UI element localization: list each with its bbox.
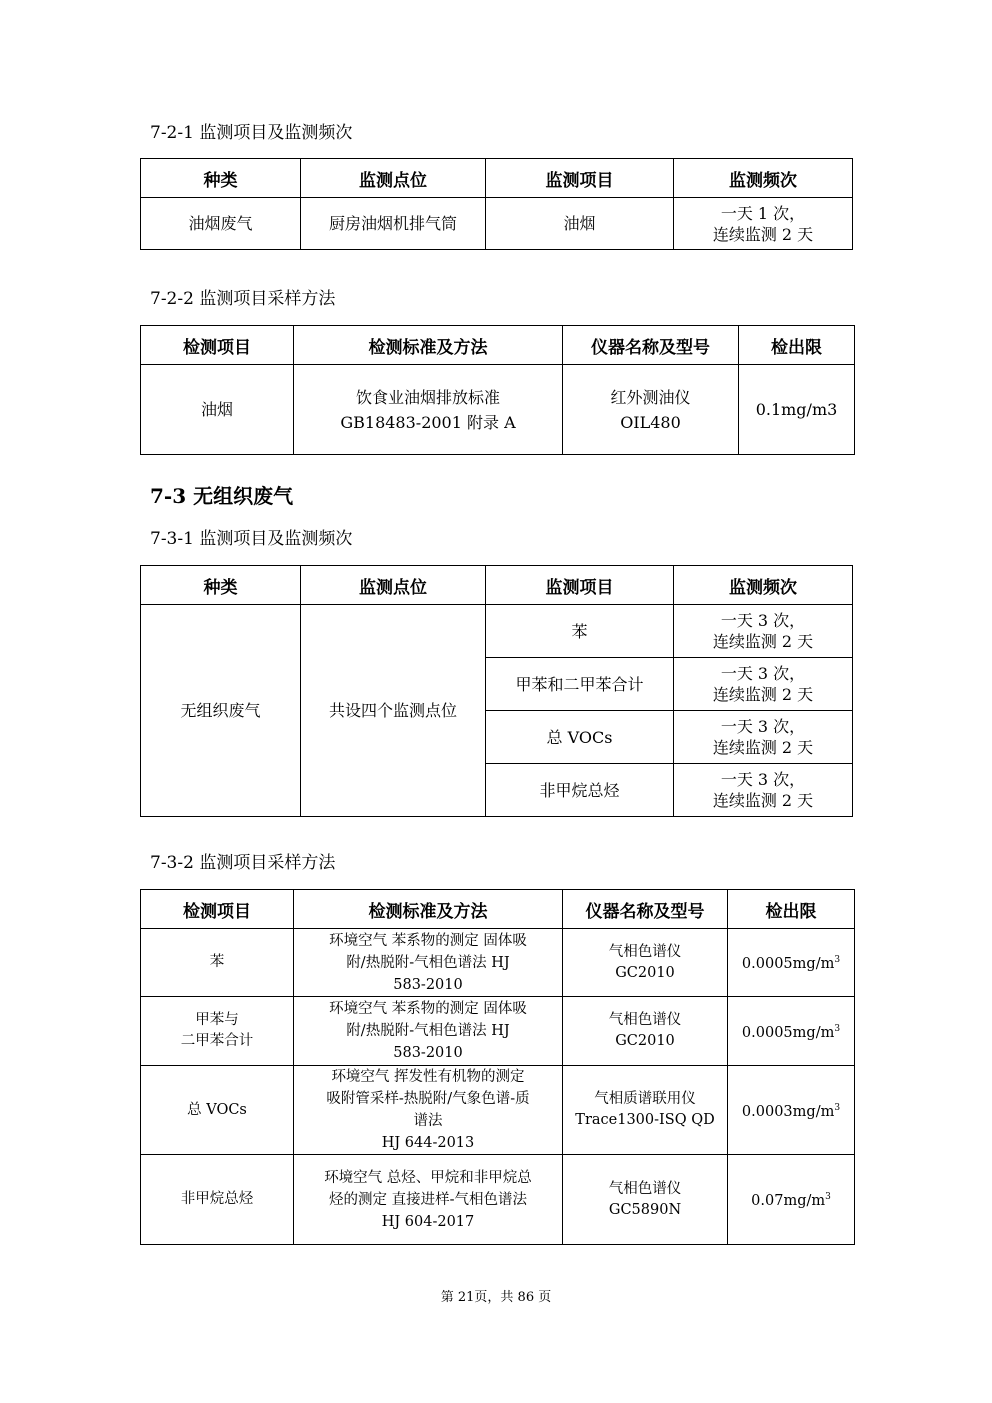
- limit-value: 0.07mg/m: [751, 1192, 826, 1209]
- method-cell: [294, 1066, 563, 1155]
- item-line: 二甲苯合计: [180, 1033, 254, 1049]
- freq-cell: [674, 711, 853, 764]
- item-line: 总 VOCs: [187, 1101, 247, 1118]
- method-line: 吸附管采样-热脱附/气象色谱-质: [326, 1091, 530, 1107]
- header-cell: 检出限: [728, 890, 855, 929]
- item-cell: [141, 1066, 294, 1155]
- table-row: [141, 198, 853, 250]
- instrument-line: GC2010: [615, 964, 675, 981]
- caption-7-2-2: 7-2-2 监测项目采样方法: [150, 289, 336, 309]
- item-cell: 总 VOCs: [486, 711, 674, 764]
- limit-cell: 0.1mg/m3: [739, 365, 855, 455]
- table-7-3-2: [140, 889, 855, 1245]
- header-cell: 检测项目: [141, 326, 294, 365]
- instrument-line: 气相色谱仪: [608, 1180, 682, 1197]
- freq-line: 连续监测 2 天: [712, 685, 814, 704]
- instrument-line: GC2010: [615, 1033, 675, 1049]
- freq-line: 连续监测 2 天: [712, 224, 814, 244]
- table-7-2-2: [140, 325, 855, 455]
- instrument-line: GC5890N: [608, 1201, 682, 1218]
- limit-cell: [728, 997, 855, 1066]
- method-line: 环境空气 挥发性有机物的测定: [331, 1069, 525, 1085]
- freq-line: 一天 3 次，: [720, 611, 806, 630]
- header-cell: 种类: [141, 159, 301, 198]
- method-line: 附/热脱附-气相色谱法 HJ: [346, 1023, 510, 1039]
- header-cell: 仪器名称及型号: [563, 890, 728, 929]
- item-line: 非甲烷总烃: [180, 1191, 254, 1207]
- item-cell: 油烟: [141, 365, 294, 455]
- freq-line: 一天 3 次，: [720, 664, 806, 683]
- header-cell: 监测项目: [486, 159, 674, 198]
- caption-7-2-1: 7-2-1 监测项目及监测频次: [150, 123, 353, 143]
- method-cell: [294, 929, 563, 997]
- header-cell: 监测频次: [674, 159, 853, 198]
- method-line: 附/热脱附-气相色谱法 HJ: [346, 954, 510, 971]
- instrument-line: 气相质谱联用仪: [594, 1091, 696, 1107]
- limit-superscript: 3: [834, 1102, 841, 1113]
- site-cell: 共设四个监测点位: [301, 605, 486, 817]
- method-cell: [294, 1155, 563, 1245]
- type-cell: 油烟废气: [141, 198, 301, 250]
- freq-line: 连续监测 2 天: [712, 738, 814, 757]
- instrument-cell: [563, 1155, 728, 1245]
- method-line: 饮食业油烟排放标准: [355, 387, 500, 407]
- item-line: 甲苯与: [195, 1012, 239, 1028]
- freq-line: 一天 1 次，: [720, 203, 806, 223]
- item-cell: 苯: [486, 605, 674, 658]
- freq-cell: [674, 198, 853, 250]
- table-row: [141, 365, 855, 455]
- limit-cell: [728, 1155, 855, 1245]
- freq-line: 一天 3 次，: [720, 717, 806, 736]
- header-cell: 检出限: [739, 326, 855, 365]
- caption-7-3-1: 7-3-1 监测项目及监测频次: [150, 529, 353, 549]
- header-cell: 监测点位: [301, 159, 486, 198]
- method-line: 环境空气 苯系物的测定 固体吸: [329, 1001, 527, 1017]
- method-line: 583-2010: [393, 1045, 463, 1061]
- method-line: GB18483-2001 附录 A: [340, 412, 516, 432]
- limit-value: 0.0005mg/m: [741, 1024, 835, 1041]
- instrument-line: OIL480: [620, 412, 681, 432]
- header-cell: 检测项目: [141, 890, 294, 929]
- item-cell: 油烟: [486, 198, 674, 250]
- header-cell: 检测标准及方法: [294, 890, 563, 929]
- header-cell: 仪器名称及型号: [563, 326, 739, 365]
- instrument-line: 气相色谱仪: [608, 1012, 682, 1028]
- item-cell: 非甲烷总烃: [486, 764, 674, 817]
- instrument-cell: [563, 365, 739, 455]
- method-line: 烃的测定 直接进样-气相色谱法: [328, 1191, 527, 1208]
- limit-superscript: 3: [834, 955, 841, 966]
- limit-value: 0.0005mg/m: [741, 955, 835, 972]
- instrument-line: 气相色谱仪: [608, 943, 682, 960]
- instrument-line: Trace1300-ISQ QD: [575, 1112, 715, 1128]
- item-cell: [141, 929, 294, 997]
- item-cell: [141, 1155, 294, 1245]
- method-line: 谱法: [413, 1113, 443, 1129]
- method-line: HJ 604-2017: [381, 1213, 475, 1230]
- limit-superscript: 3: [825, 1192, 831, 1203]
- method-line: 环境空气 苯系物的测定 固体吸: [329, 932, 527, 949]
- header-cell: 监测项目: [486, 566, 674, 605]
- header-cell: 检测标准及方法: [294, 326, 563, 365]
- table-row: [141, 605, 853, 658]
- freq-cell: [674, 658, 853, 711]
- item-cell: 甲苯和二甲苯合计: [486, 658, 674, 711]
- limit-cell: [728, 929, 855, 997]
- table-row: [141, 1155, 855, 1245]
- table-row: [141, 997, 855, 1066]
- type-cell: 无组织废气: [141, 605, 301, 817]
- instrument-cell: [563, 997, 728, 1066]
- limit-cell: [728, 1066, 855, 1155]
- table-row: [141, 929, 855, 997]
- table-row: [141, 1066, 855, 1155]
- instrument-line: 红外测油仪: [610, 387, 691, 407]
- header-cell: 监测频次: [674, 566, 853, 605]
- freq-cell: [674, 764, 853, 817]
- freq-line: 一天 3 次，: [720, 770, 806, 789]
- table-7-3-1: [140, 565, 853, 817]
- method-cell: [294, 365, 563, 455]
- freq-line: 连续监测 2 天: [712, 791, 814, 810]
- section-heading-7-3: 7-3 无组织废气: [150, 484, 294, 508]
- instrument-cell: [563, 929, 728, 997]
- method-cell: [294, 997, 563, 1066]
- caption-7-3-2: 7-3-2 监测项目采样方法: [150, 853, 336, 873]
- page-footer: 第 21页，共 86 页: [440, 1290, 552, 1305]
- method-line: 环境空气 总烃、甲烷和非甲烷总: [324, 1169, 532, 1186]
- method-line: 583-2010: [393, 976, 463, 993]
- site-cell: 厨房油烟机排气筒: [301, 198, 486, 250]
- freq-cell: [674, 605, 853, 658]
- method-line: HJ 644-2013: [381, 1135, 475, 1151]
- table-7-2-1: [140, 158, 853, 250]
- header-cell: 种类: [141, 566, 301, 605]
- header-cell: 监测点位: [301, 566, 486, 605]
- freq-line: 连续监测 2 天: [712, 632, 814, 651]
- limit-superscript: 3: [834, 1023, 841, 1034]
- item-cell: [141, 997, 294, 1066]
- instrument-cell: [563, 1066, 728, 1155]
- limit-value: 0.0003mg/m: [741, 1103, 835, 1120]
- item-line: 苯: [209, 954, 225, 970]
